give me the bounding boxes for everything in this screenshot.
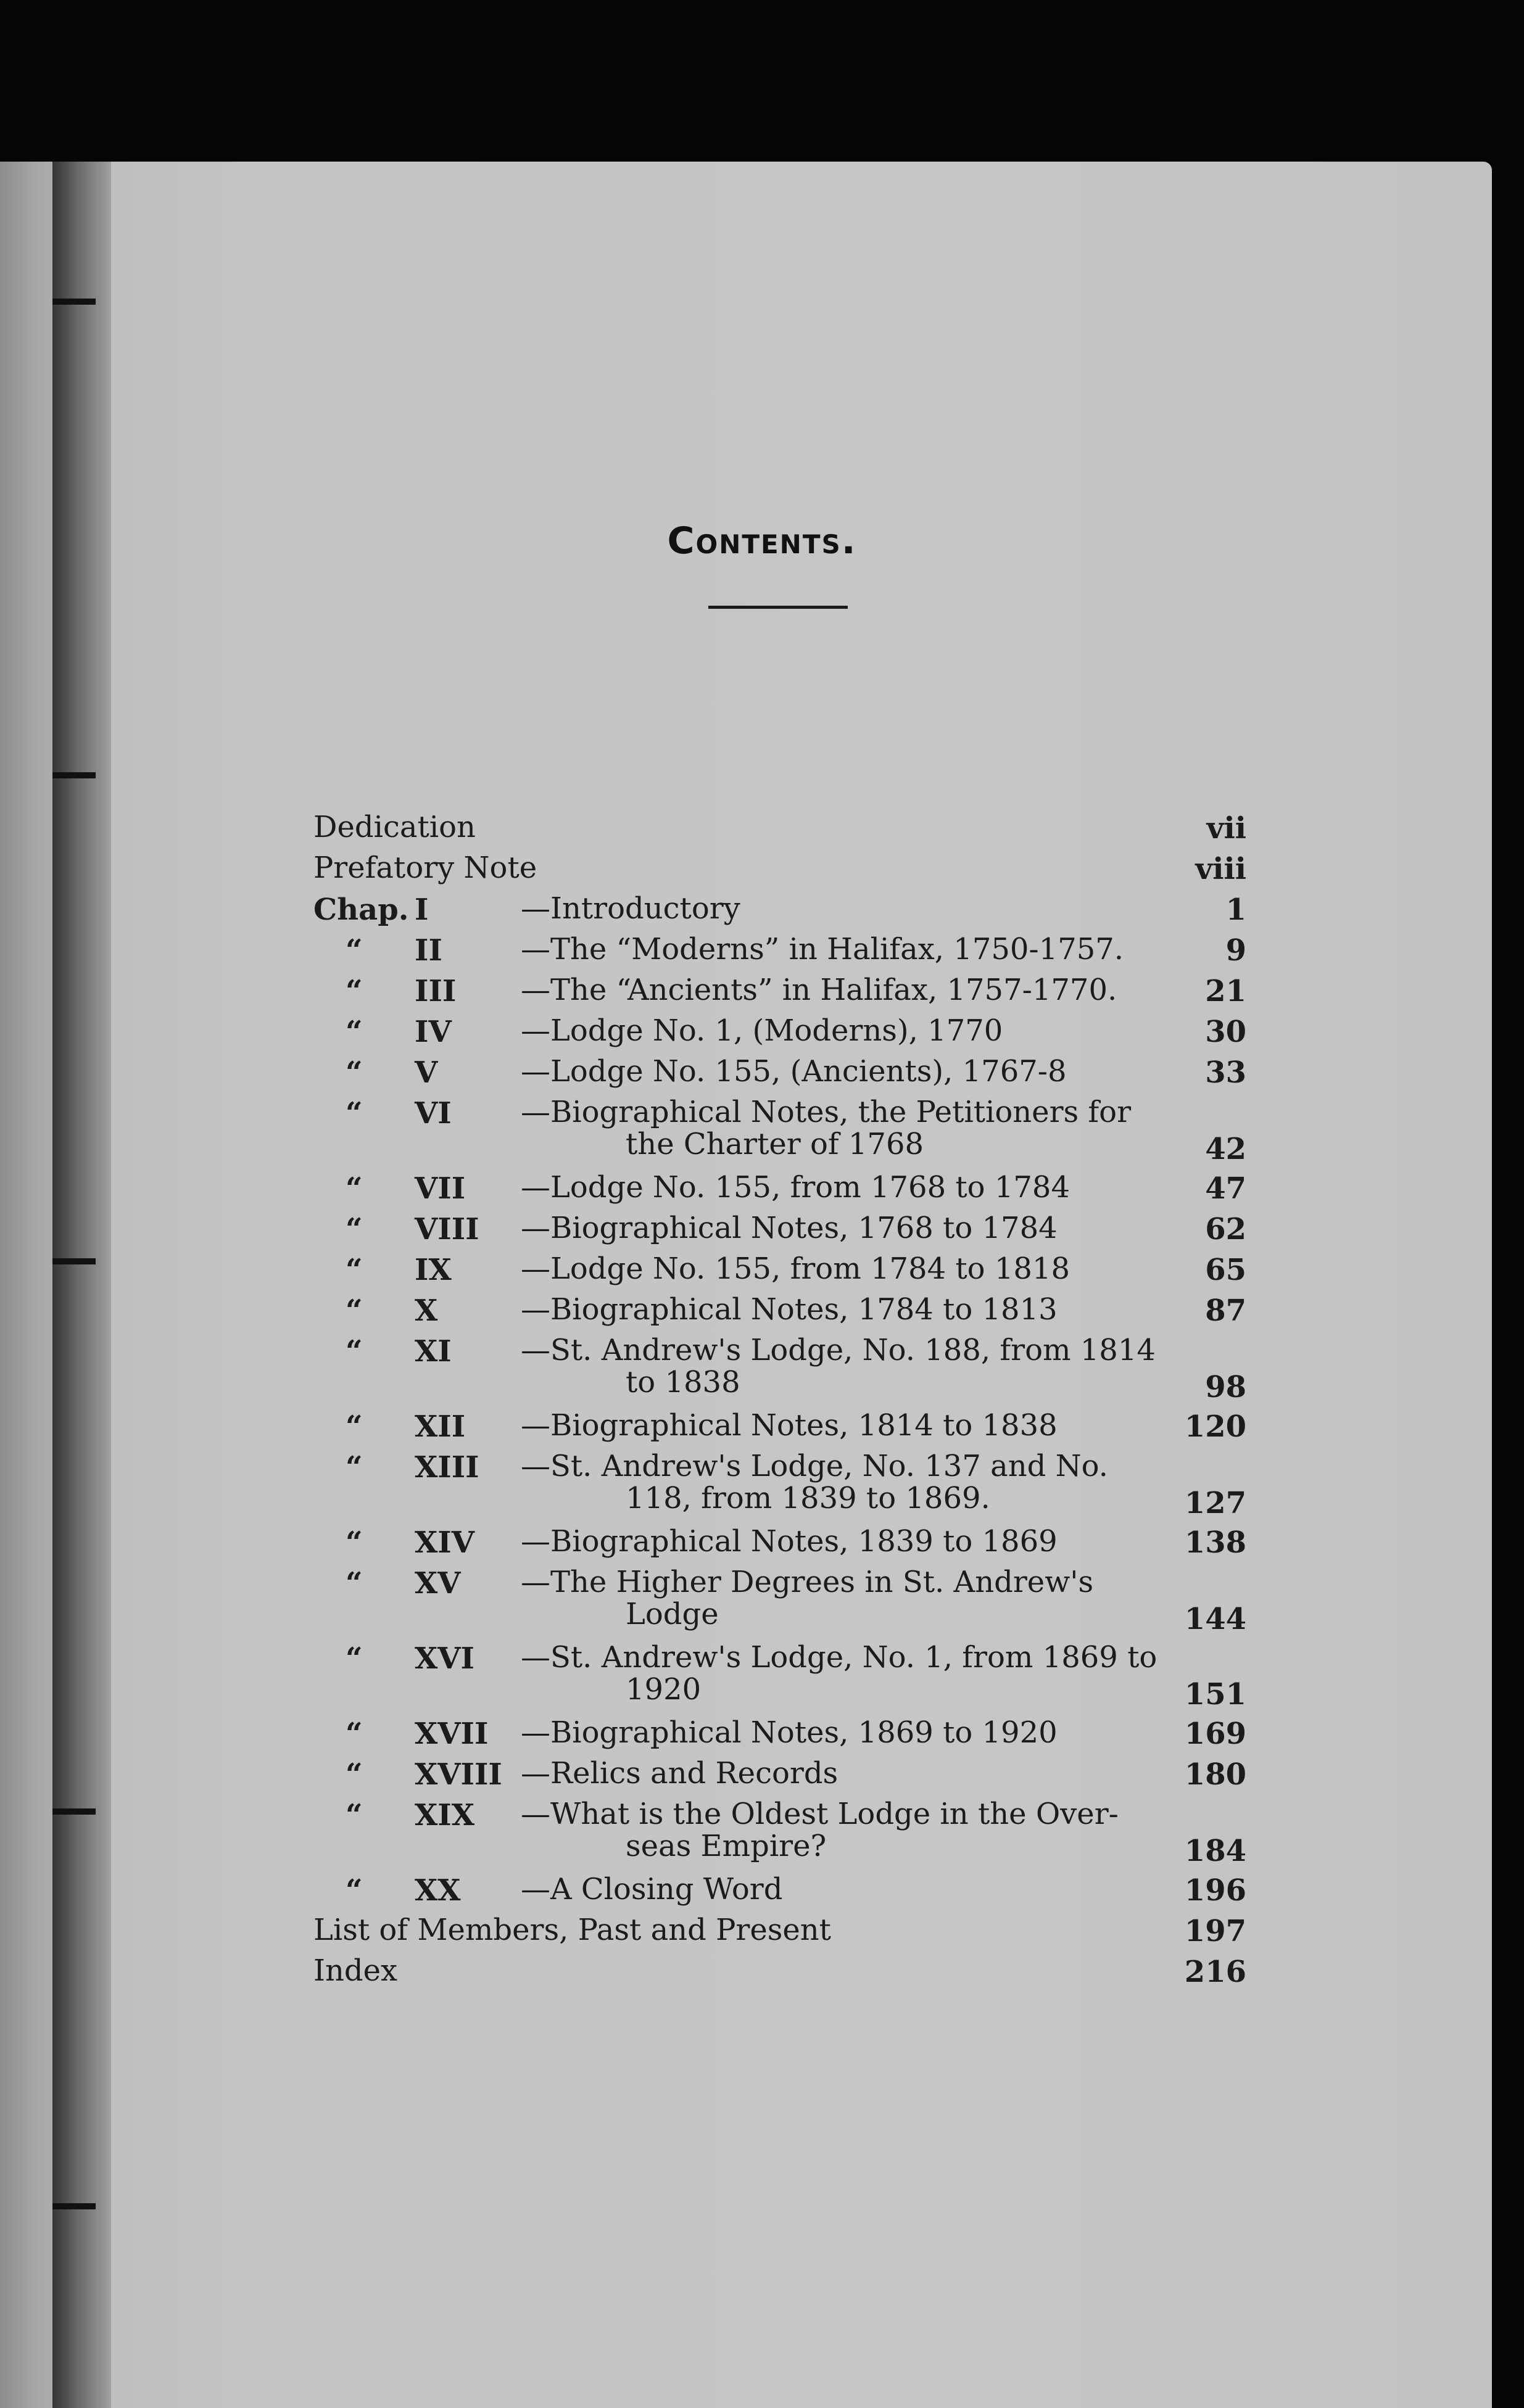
entry-title-line: —Biographical Notes, 1814 to 1838 bbox=[521, 1408, 1058, 1443]
chapter-prefix: “ bbox=[346, 974, 363, 1008]
entry-title bbox=[521, 1015, 1178, 1047]
chapter-number: XII bbox=[415, 1409, 466, 1444]
entry-title bbox=[313, 1955, 1178, 1987]
toc-entry bbox=[313, 1409, 1246, 1450]
entry-title-line: —Biographical Notes, the Petitioners for bbox=[521, 1095, 1132, 1129]
binding-mark bbox=[52, 1258, 96, 1264]
chapter-number: XIX bbox=[415, 1798, 474, 1833]
entry-title-line: —What is the Oldest Lodge in the Over- bbox=[521, 1797, 1119, 1831]
chapter-prefix: “ bbox=[346, 933, 363, 968]
page-number: 169 bbox=[1184, 1717, 1246, 1751]
chapter-prefix: “ bbox=[346, 1566, 363, 1601]
entry-title-continuation: the Charter of 1768 bbox=[626, 1127, 924, 1161]
chapter-prefix: “ bbox=[346, 1212, 363, 1247]
entry-title bbox=[521, 974, 1178, 1006]
page-number: 98 bbox=[1205, 1370, 1246, 1404]
entry-title-line: —The Higher Degrees in St. Andrew's bbox=[521, 1565, 1094, 1599]
page-number: 42 bbox=[1205, 1132, 1246, 1166]
page-number: 151 bbox=[1184, 1677, 1246, 1712]
page-number: 62 bbox=[1205, 1212, 1246, 1247]
toc-entry bbox=[313, 1955, 1246, 1995]
toc-entry bbox=[313, 893, 1246, 933]
entry-title-line: List of Members, Past and Present bbox=[313, 1913, 831, 1947]
chapter-number: XVIII bbox=[415, 1757, 502, 1792]
entry-title-line: —St. Andrew's Lodge, No. 1, from 1869 to bbox=[521, 1640, 1157, 1675]
chapter-number: III bbox=[415, 974, 457, 1008]
page-number: 144 bbox=[1184, 1602, 1246, 1636]
page-number: 138 bbox=[1184, 1525, 1246, 1560]
heading-rule bbox=[708, 606, 848, 609]
chapter-prefix: “ bbox=[346, 1717, 363, 1751]
entry-title bbox=[313, 852, 1178, 884]
toc-entry bbox=[313, 1757, 1246, 1798]
chapter-prefix: “ bbox=[346, 1409, 363, 1444]
entry-title-line: —Biographical Notes, 1768 to 1784 bbox=[521, 1211, 1058, 1245]
entry-title-line: —Lodge No. 1, (Moderns), 1770 bbox=[521, 1013, 1003, 1048]
page-number: 33 bbox=[1205, 1055, 1246, 1090]
page-number: 180 bbox=[1184, 1757, 1246, 1792]
toc-entry bbox=[313, 1334, 1246, 1409]
page-number: 216 bbox=[1184, 1955, 1246, 1989]
page-number: 21 bbox=[1205, 974, 1246, 1008]
entry-title bbox=[521, 1641, 1178, 1705]
toc-entry bbox=[313, 811, 1246, 852]
entry-title-line: —Introductory bbox=[521, 891, 740, 926]
chapter-prefix: “ bbox=[346, 1253, 363, 1287]
toc-entry bbox=[313, 1253, 1246, 1293]
chapter-prefix: “ bbox=[346, 1015, 363, 1049]
entry-title bbox=[521, 1293, 1178, 1326]
chapter-prefix: “ bbox=[346, 1171, 363, 1206]
entry-title bbox=[521, 1757, 1178, 1789]
entry-title bbox=[521, 1450, 1178, 1514]
entry-title-line: —Lodge No. 155, from 1768 to 1784 bbox=[521, 1170, 1070, 1205]
toc-entry bbox=[313, 1096, 1246, 1171]
chapter-number: IX bbox=[415, 1253, 452, 1287]
chapter-number: XVI bbox=[415, 1641, 474, 1676]
entry-title-line: —A Closing Word bbox=[521, 1872, 783, 1907]
toc-entry bbox=[313, 974, 1246, 1015]
page-number: 127 bbox=[1184, 1486, 1246, 1520]
chapter-number: VIII bbox=[415, 1212, 479, 1247]
entry-title-line: Dedication bbox=[313, 810, 476, 844]
entry-title bbox=[521, 1409, 1178, 1441]
entry-title bbox=[521, 1096, 1178, 1160]
entry-title bbox=[521, 1212, 1178, 1244]
chapter-number: I bbox=[415, 893, 429, 927]
page-number: vii bbox=[1206, 811, 1246, 846]
entry-title bbox=[521, 1873, 1178, 1905]
chapter-number: VII bbox=[415, 1171, 466, 1206]
entry-title bbox=[521, 933, 1178, 965]
page-number: 65 bbox=[1205, 1253, 1246, 1287]
chapter-number: XV bbox=[415, 1566, 461, 1601]
binding-mark bbox=[52, 772, 96, 778]
page-number: 9 bbox=[1225, 933, 1246, 968]
entry-title bbox=[521, 1566, 1178, 1630]
entry-title-line: —Lodge No. 155, (Ancients), 1767-8 bbox=[521, 1054, 1067, 1089]
toc-entry bbox=[313, 1055, 1246, 1096]
chapter-number: V bbox=[415, 1055, 438, 1090]
table-of-contents bbox=[313, 811, 1246, 1995]
entry-title-line: —Biographical Notes, 1869 to 1920 bbox=[521, 1715, 1058, 1750]
chapter-prefix: “ bbox=[346, 1525, 363, 1560]
entry-title-continuation: seas Empire? bbox=[626, 1829, 827, 1863]
entry-title-continuation: Lodge bbox=[626, 1597, 719, 1631]
toc-entry bbox=[313, 852, 1246, 893]
entry-title-line: —Lodge No. 155, from 1784 to 1818 bbox=[521, 1251, 1070, 1286]
chapter-number: XX bbox=[415, 1873, 461, 1908]
chapter-number: XI bbox=[415, 1334, 452, 1369]
entry-title-line: —Biographical Notes, 1839 to 1869 bbox=[521, 1524, 1058, 1559]
entry-title bbox=[521, 1171, 1178, 1203]
toc-entry bbox=[313, 933, 1246, 974]
toc-entry bbox=[313, 1873, 1246, 1914]
book-spine-shadow bbox=[52, 162, 111, 2408]
toc-entry bbox=[313, 1798, 1246, 1873]
entry-title bbox=[521, 1253, 1178, 1285]
toc-entry bbox=[313, 1212, 1246, 1253]
chapter-number: II bbox=[415, 933, 442, 968]
chapter-number: XIV bbox=[415, 1525, 474, 1560]
chapter-prefix: “ bbox=[346, 1757, 363, 1792]
entry-title bbox=[521, 1334, 1178, 1398]
toc-entry bbox=[313, 1525, 1246, 1566]
binding-mark bbox=[52, 1808, 96, 1815]
chapter-prefix: “ bbox=[346, 1873, 363, 1908]
entry-title bbox=[521, 1055, 1178, 1087]
page-number: 87 bbox=[1205, 1293, 1246, 1328]
chapter-prefix: Chap. bbox=[313, 893, 409, 927]
entry-title bbox=[313, 1914, 1178, 1946]
chapter-number: X bbox=[415, 1293, 438, 1328]
entry-title-line: Index bbox=[313, 1953, 398, 1988]
entry-title bbox=[521, 1717, 1178, 1749]
chapter-number: VI bbox=[415, 1096, 452, 1131]
chapter-prefix: “ bbox=[346, 1334, 363, 1369]
entry-title-line: —The “Ancients” in Halifax, 1757-1770. bbox=[521, 973, 1117, 1007]
page-number: 196 bbox=[1184, 1873, 1246, 1908]
entry-title-line: —The “Moderns” in Halifax, 1750-1757. bbox=[521, 932, 1124, 967]
binding-mark bbox=[52, 2203, 96, 2209]
page-number: 197 bbox=[1184, 1914, 1246, 1948]
toc-entry bbox=[313, 1015, 1246, 1055]
entry-title-line: —St. Andrew's Lodge, No. 188, from 1814 bbox=[521, 1333, 1156, 1367]
toc-entry bbox=[313, 1641, 1246, 1717]
entry-title bbox=[521, 1525, 1178, 1557]
chapter-prefix: “ bbox=[346, 1096, 363, 1131]
contents-heading: Contents. bbox=[667, 519, 857, 563]
page-number: viii bbox=[1195, 852, 1246, 886]
entry-title-line: —Relics and Records bbox=[521, 1756, 839, 1791]
chapter-prefix: “ bbox=[346, 1450, 363, 1485]
chapter-prefix: “ bbox=[346, 1798, 363, 1833]
entry-title-line: —St. Andrew's Lodge, No. 137 and No. bbox=[521, 1449, 1108, 1483]
toc-entry bbox=[313, 1450, 1246, 1525]
entry-title-continuation: 1920 bbox=[626, 1672, 702, 1707]
chapter-number: XIII bbox=[415, 1450, 479, 1485]
page-number: 1 bbox=[1225, 893, 1246, 927]
toc-entry bbox=[313, 1914, 1246, 1955]
entry-title bbox=[521, 893, 1178, 925]
entry-title-continuation: to 1838 bbox=[626, 1365, 740, 1400]
entry-title-line: —Biographical Notes, 1784 to 1813 bbox=[521, 1292, 1058, 1327]
toc-entry bbox=[313, 1566, 1246, 1641]
entry-title-line: Prefatory Note bbox=[313, 851, 537, 885]
binding-mark bbox=[52, 299, 96, 305]
entry-title bbox=[521, 1798, 1178, 1862]
entry-title-continuation: 118, from 1839 to 1869. bbox=[626, 1481, 990, 1515]
page-number: 30 bbox=[1205, 1015, 1246, 1049]
entry-title bbox=[313, 811, 1178, 843]
chapter-prefix: “ bbox=[346, 1641, 363, 1676]
chapter-number: IV bbox=[415, 1015, 452, 1049]
chapter-prefix: “ bbox=[346, 1293, 363, 1328]
toc-entry bbox=[313, 1717, 1246, 1757]
page-number: 47 bbox=[1205, 1171, 1246, 1206]
page-number: 184 bbox=[1184, 1834, 1246, 1868]
page-number: 120 bbox=[1184, 1409, 1246, 1444]
chapter-number: XVII bbox=[415, 1717, 489, 1751]
toc-entry bbox=[313, 1171, 1246, 1212]
chapter-prefix: “ bbox=[346, 1055, 363, 1090]
toc-entry bbox=[313, 1293, 1246, 1334]
